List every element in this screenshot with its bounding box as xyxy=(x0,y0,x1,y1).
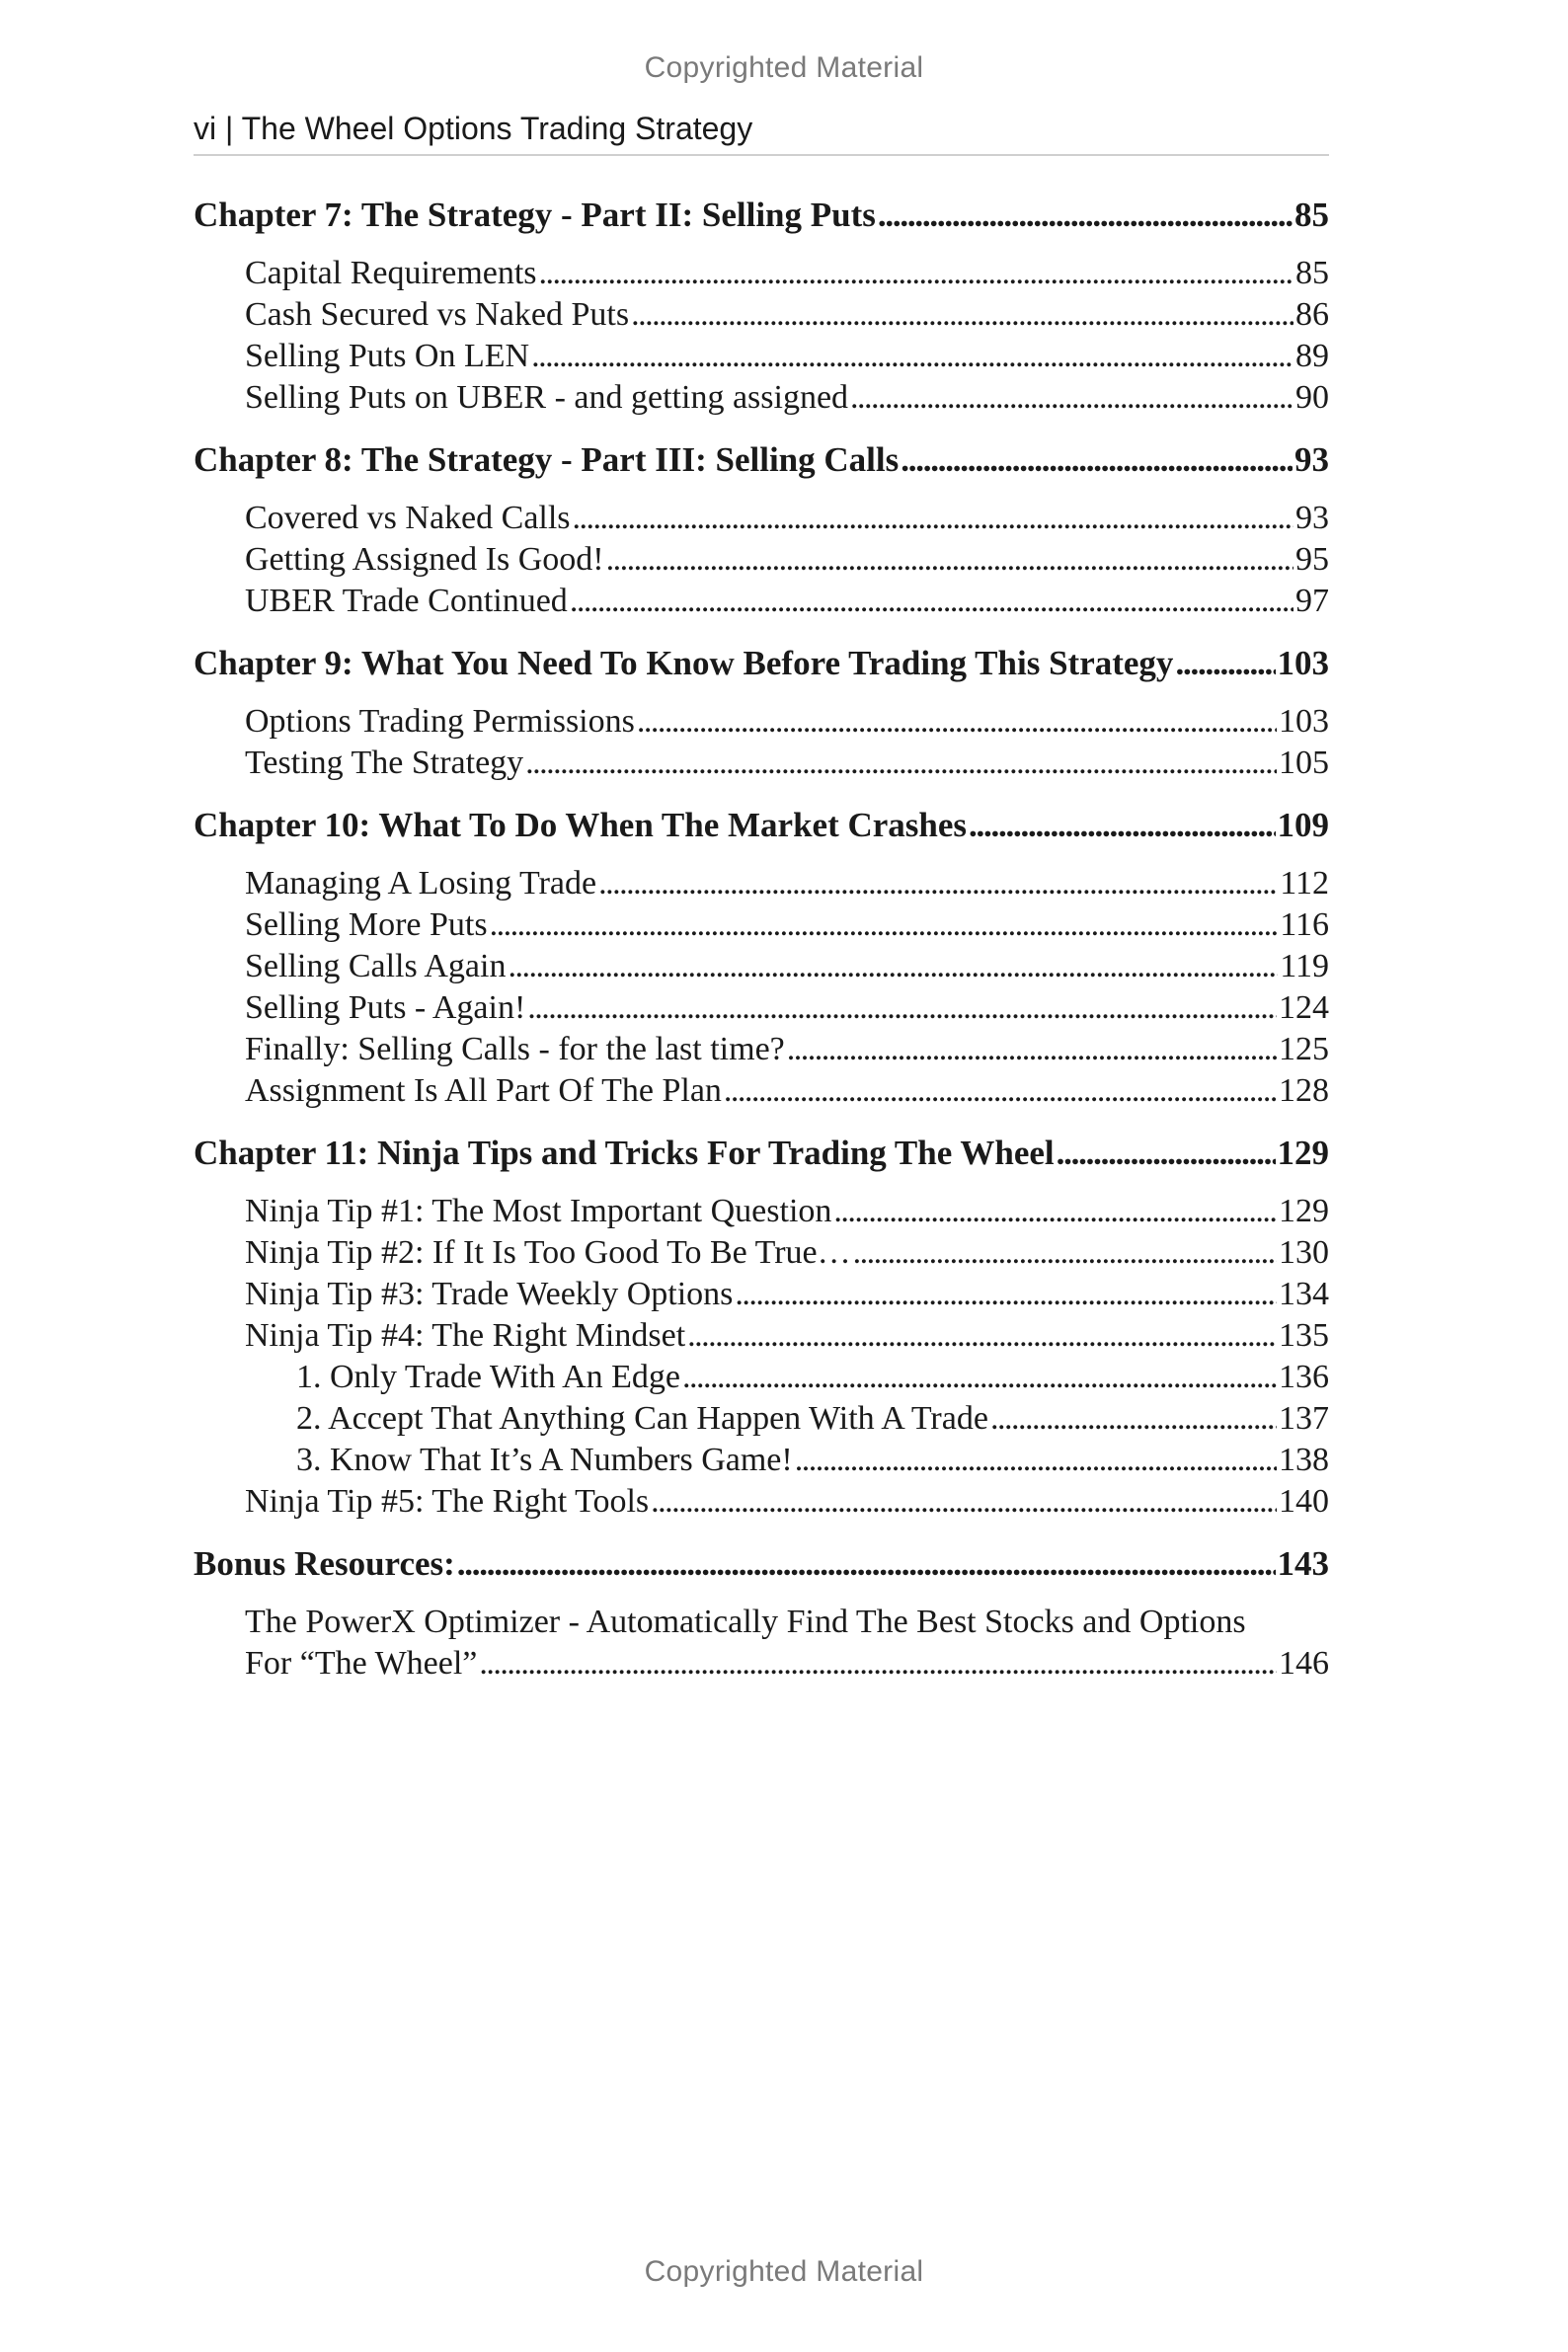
page-number: 129 xyxy=(1277,1134,1329,1172)
toc-entry[interactable] xyxy=(194,581,1329,622)
section-title: Selling Puts On LEN xyxy=(245,338,530,374)
page-number: 143 xyxy=(1277,1544,1329,1583)
section-title: UBER Trade Continued xyxy=(245,583,568,619)
page-number: 86 xyxy=(1295,296,1329,333)
page-number: 90 xyxy=(1295,379,1329,416)
toc-entry[interactable] xyxy=(194,1232,1329,1274)
dot-leader xyxy=(990,1398,1277,1440)
dot-leader xyxy=(682,1357,1277,1398)
toc-chapter-11 xyxy=(194,1132,1329,1523)
running-header: vi | The Wheel Options Trading Strategy xyxy=(194,111,753,146)
dot-leader xyxy=(508,946,1278,987)
dot-leader xyxy=(527,987,1277,1029)
dot-leader xyxy=(490,904,1279,946)
toc-entry[interactable] xyxy=(194,1191,1329,1232)
table-of-contents xyxy=(194,194,1329,1704)
page-number: 95 xyxy=(1295,541,1329,578)
dot-leader xyxy=(457,1542,1276,1586)
dot-leader xyxy=(525,743,1277,784)
page-number: 138 xyxy=(1279,1442,1329,1478)
dot-leader xyxy=(598,863,1278,904)
section-title: 3. Know That It’s A Numbers Game! xyxy=(296,1442,793,1478)
page-number: 116 xyxy=(1280,906,1329,943)
dot-leader xyxy=(479,1643,1277,1685)
page-number: 140 xyxy=(1279,1483,1329,1520)
page-number: 109 xyxy=(1277,806,1329,844)
dot-leader xyxy=(573,498,1294,539)
section-title: Covered vs Naked Calls xyxy=(245,500,571,536)
dot-leader xyxy=(1175,642,1275,685)
toc-entry[interactable] xyxy=(194,336,1329,377)
toc-entry[interactable] xyxy=(194,904,1329,946)
section-title: Ninja Tip #2: If It Is Too Good To Be True… xyxy=(245,1234,851,1271)
toc-chapter-9 xyxy=(194,642,1329,784)
chapter-title: Chapter 8: The Strategy - Part III: Selling Calls xyxy=(194,440,900,479)
section-title: Capital Requirements xyxy=(245,255,537,291)
section-title: Options Trading Permissions xyxy=(245,703,635,740)
page-number: 103 xyxy=(1279,703,1329,740)
toc-entry[interactable] xyxy=(194,1357,1329,1398)
dot-leader xyxy=(651,1481,1277,1523)
toc-entry[interactable] xyxy=(194,701,1329,743)
dot-leader xyxy=(853,1232,1277,1274)
toc-entry[interactable] xyxy=(194,1643,1329,1685)
toc-entry[interactable] xyxy=(194,1274,1329,1315)
toc-entry[interactable] xyxy=(194,1070,1329,1112)
dot-leader xyxy=(570,581,1294,622)
dot-leader xyxy=(969,804,1275,847)
toc-bonus xyxy=(194,1542,1329,1685)
dot-leader xyxy=(606,539,1294,581)
section-title: Selling Puts - Again! xyxy=(245,989,526,1026)
dot-leader xyxy=(1057,1132,1276,1175)
toc-chapter-7 xyxy=(194,194,1329,419)
toc-entry[interactable] xyxy=(194,1132,1329,1175)
page-number: 134 xyxy=(1279,1276,1329,1312)
dot-leader xyxy=(787,1029,1277,1070)
dot-leader xyxy=(631,294,1294,336)
page-number: 85 xyxy=(1295,255,1329,291)
toc-entry[interactable] xyxy=(194,743,1329,784)
toc-entry[interactable] xyxy=(194,1481,1329,1523)
section-title: Selling Puts on UBER - and getting assigned xyxy=(245,379,849,416)
page-number: 124 xyxy=(1279,989,1329,1026)
header-divider xyxy=(194,154,1329,156)
toc-entry[interactable] xyxy=(194,294,1329,336)
section-title-line1[interactable]: The PowerX Optimizer - Automatically Find The Best Stocks and Options xyxy=(245,1604,1246,1640)
section-title: Cash Secured vs Naked Puts xyxy=(245,296,630,333)
page-number: 146 xyxy=(1279,1645,1329,1682)
section-title: Ninja Tip #4: The Right Mindset xyxy=(245,1317,686,1354)
toc-entry[interactable] xyxy=(194,804,1329,847)
toc-entry[interactable] xyxy=(194,863,1329,904)
dot-leader xyxy=(637,701,1277,743)
section-title: Getting Assigned Is Good! xyxy=(245,541,604,578)
page-number: 129 xyxy=(1279,1193,1329,1229)
page-number: 119 xyxy=(1280,948,1329,984)
toc-entry[interactable] xyxy=(194,498,1329,539)
chapter-title: Chapter 9: What You Need To Know Before Trading This Strategy xyxy=(194,644,1174,682)
section-title: Assignment Is All Part Of The Plan xyxy=(245,1072,722,1109)
section-title: Testing The Strategy xyxy=(245,745,524,781)
dot-leader xyxy=(687,1315,1277,1357)
section-title: Ninja Tip #1: The Most Important Question xyxy=(245,1193,832,1229)
page-number: 85 xyxy=(1294,196,1329,234)
page-number: 136 xyxy=(1279,1359,1329,1395)
dot-leader xyxy=(531,336,1294,377)
dot-leader xyxy=(901,438,1293,482)
toc-entry[interactable] xyxy=(194,1398,1329,1440)
page-number: 93 xyxy=(1295,500,1329,536)
toc-entry[interactable] xyxy=(194,1029,1329,1070)
section-title: Ninja Tip #5: The Right Tools xyxy=(245,1483,650,1520)
toc-entry[interactable] xyxy=(194,946,1329,987)
dot-leader xyxy=(724,1070,1277,1112)
page-number: 125 xyxy=(1279,1031,1329,1067)
page-number: 128 xyxy=(1279,1072,1329,1109)
chapter-title: Chapter 10: What To Do When The Market Crashes xyxy=(194,806,968,844)
toc-entry[interactable] xyxy=(194,1315,1329,1357)
toc-entry[interactable] xyxy=(194,194,1329,237)
page-number: 103 xyxy=(1277,644,1329,682)
section-title: For “The Wheel” xyxy=(245,1645,478,1682)
toc-entry[interactable] xyxy=(194,438,1329,482)
toc-entry[interactable] xyxy=(194,377,1329,419)
section-title: Finally: Selling Calls - for the last time? xyxy=(245,1031,785,1067)
toc-chapter-8 xyxy=(194,438,1329,622)
section-title: Selling More Puts xyxy=(245,906,488,943)
section-title: Managing A Losing Trade xyxy=(245,865,597,902)
page-number: 137 xyxy=(1279,1400,1329,1437)
page-number: 89 xyxy=(1295,338,1329,374)
dot-leader xyxy=(878,194,1293,237)
section-title: 2. Accept That Anything Can Happen With A Trade xyxy=(296,1400,988,1437)
toc-entry[interactable] xyxy=(194,987,1329,1029)
toc-entry[interactable] xyxy=(194,253,1329,294)
dot-leader xyxy=(833,1191,1277,1232)
page-number: 112 xyxy=(1280,865,1329,902)
dot-leader xyxy=(539,253,1294,294)
section-title: 1. Only Trade With An Edge xyxy=(296,1359,681,1395)
page-number: 130 xyxy=(1279,1234,1329,1271)
page-number: 97 xyxy=(1295,583,1329,619)
chapter-title: Chapter 11: Ninja Tips and Tricks For Trading The Wheel xyxy=(194,1134,1055,1172)
chapter-title: Bonus Resources: xyxy=(194,1544,455,1583)
page-number: 105 xyxy=(1279,745,1329,781)
toc-chapter-10 xyxy=(194,804,1329,1112)
page-number: 135 xyxy=(1279,1317,1329,1354)
toc-entry[interactable] xyxy=(194,539,1329,581)
dot-leader xyxy=(795,1440,1277,1481)
dot-leader xyxy=(850,377,1294,419)
toc-entry[interactable] xyxy=(194,1542,1329,1586)
toc-entry[interactable] xyxy=(194,1440,1329,1481)
dot-leader xyxy=(735,1274,1277,1315)
section-title: Ninja Tip #3: Trade Weekly Options xyxy=(245,1276,734,1312)
chapter-title: Chapter 7: The Strategy - Part II: Selling Puts xyxy=(194,196,876,234)
section-title: Selling Calls Again xyxy=(245,948,507,984)
page-number: 93 xyxy=(1294,440,1329,479)
copyright-watermark-top: Copyrighted Material xyxy=(644,51,924,84)
toc-entry[interactable] xyxy=(194,642,1329,685)
copyright-watermark-bottom: Copyrighted Material xyxy=(644,2255,924,2288)
